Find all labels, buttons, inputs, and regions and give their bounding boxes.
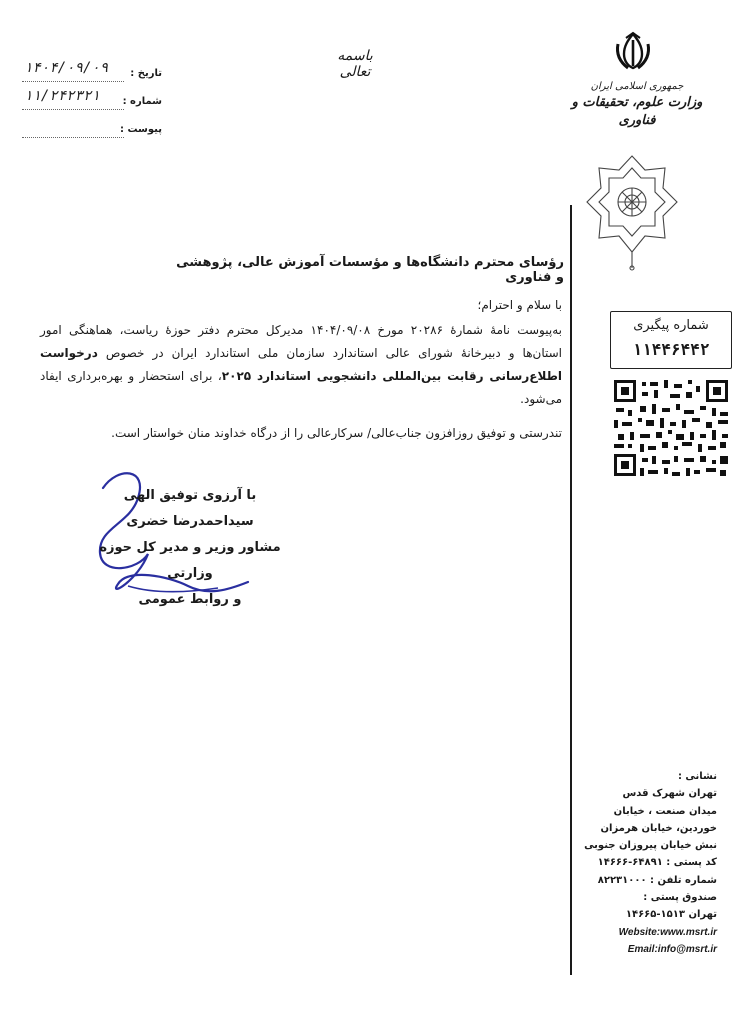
tracking-box xyxy=(610,311,732,369)
number-field xyxy=(22,88,162,114)
po-box-label: صندوق پستی : xyxy=(643,892,717,904)
ornament-icon xyxy=(585,152,680,272)
qr-code-icon xyxy=(612,378,730,478)
email-text: Email:info@msrt.ir xyxy=(627,943,717,955)
tracking-number: ۱۱۴۴۶۴۴۲ xyxy=(632,340,710,359)
postal-code: کد پستی : ۶۴۸۹۱-۱۴۶۶۶ xyxy=(597,857,717,869)
letter-recipient: رؤسای محترم دانشگاه‌ها و مؤسسات آموزش عالی، پژوهشی و فناوری xyxy=(176,255,564,285)
signer-title: مشاور وزیر و مدیر کل حوزه وزارتی xyxy=(99,540,281,581)
website-text: Website:www.msrt.ir xyxy=(618,926,717,938)
address-line: خوردین، خیابان هرمزان xyxy=(600,822,717,834)
signature-wish: با آرزوی توفیق الهی xyxy=(123,488,257,503)
po-box-value: تهران ۱۵۱۳-۱۴۶۶۵ xyxy=(625,909,717,921)
date-label: تاریخ : xyxy=(130,68,162,79)
address-line: نبش خیابان پیروزان جنوبی xyxy=(584,840,717,852)
date-value: ۱۴۰۴/۰۹/۰۹ xyxy=(24,60,109,76)
letter-greeting: با سلام و احترام؛ xyxy=(477,298,562,312)
paragraph-1-start: به‌پیوست نامهٔ شمارهٔ ۲۰۲۸۶ مورخ ۱۴۰۴/۰۹/۰۸ مدیرکل محترم دفتر حوزهٔ ریاست، هماهنگی امور استان‌ها و دبیرخانهٔ شورای عالی استاندارد سازمان ملی استاندارد ایران در خصوص xyxy=(40,323,562,360)
phone-number: شماره تلفن : ۸۲۲۳۱۰۰۰ xyxy=(597,874,717,886)
ministry-title xyxy=(562,80,712,130)
attachment-dotted-line xyxy=(22,137,124,138)
date-dotted-line xyxy=(22,81,124,82)
address-label: نشانی : xyxy=(677,771,717,782)
address-line: میدان صنعت ، خیابان xyxy=(613,805,717,817)
attachment-label: پیوست : xyxy=(119,124,162,135)
iran-emblem-icon xyxy=(612,30,654,72)
address-line: تهران شهرک قدس xyxy=(622,788,717,800)
ministry-line1: جمهوری اسلامی ایران xyxy=(590,81,684,92)
number-label: شماره : xyxy=(122,96,162,107)
letter-paragraph-1 xyxy=(40,319,562,411)
date-field xyxy=(22,60,162,86)
signature-block xyxy=(90,483,290,613)
signer-title-2: و روابط عمومی xyxy=(138,592,242,607)
signer-name: سیداحمدرضا خضری xyxy=(126,514,254,529)
letter-paragraph-2: تندرستی و توفیق روزافزون جناب‌عالی/ سرکارعالی را از درگاه خداوند منان خواستار است. xyxy=(111,426,562,440)
paragraph-1-end: ، برای استحضار و بهره‌برداری ایفاد می‌شود. xyxy=(40,369,562,406)
ministry-line2: وزارت علوم، تحقیقات و فناوری xyxy=(571,95,703,128)
address-block xyxy=(567,768,717,958)
tracking-label: شماره پیگیری xyxy=(633,318,709,333)
attachment-field xyxy=(22,120,162,142)
number-dotted-line xyxy=(22,109,124,110)
paragraph-1-bold: درخواست اطلاع‌رسانی رقابت بین‌المللی دانشجویی استاندارد ۲۰۲۵ xyxy=(40,346,562,383)
bismillah-heading: باسمه تعالی xyxy=(337,48,373,80)
number-value: ۱۱/۲۴۲۳۲۱ xyxy=(24,88,100,104)
